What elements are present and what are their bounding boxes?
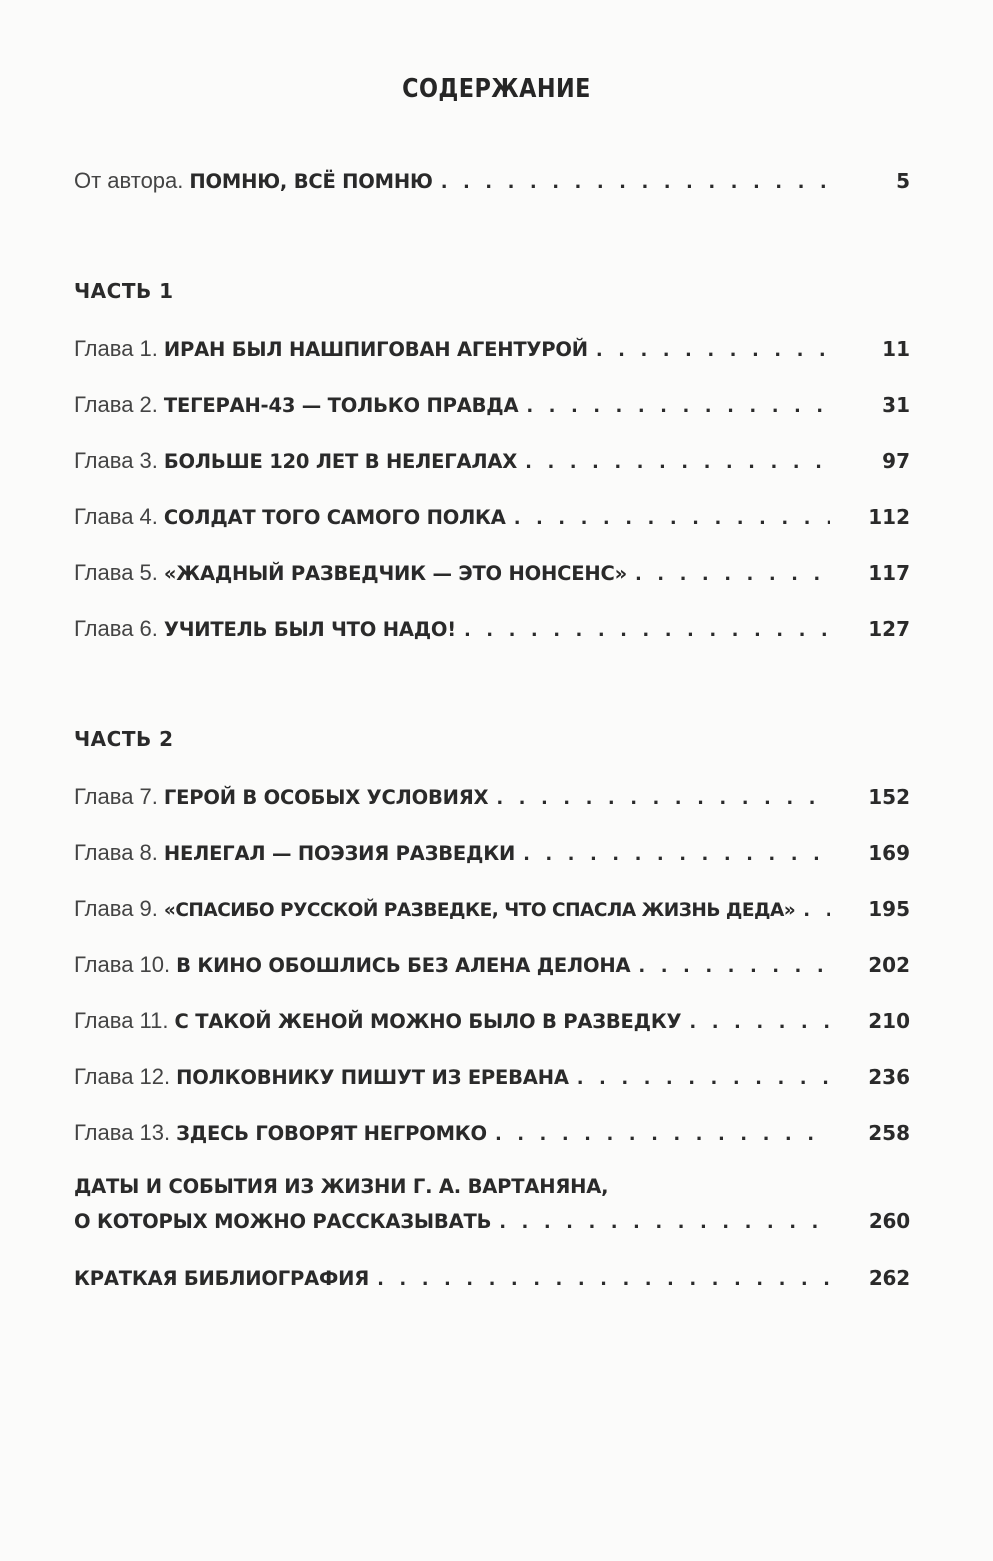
entry-label: Глава 8. <box>74 840 158 865</box>
dot-leader <box>526 390 830 424</box>
entry-label: Глава 13. <box>74 1120 171 1145</box>
toc-entry-chapter-4[interactable] <box>74 500 910 534</box>
toc-entry-chapter-2[interactable] <box>74 388 910 422</box>
entry-title: УЧИТЕЛЬ БЫЛ ЧТО НАДО! <box>163 618 456 641</box>
entry-title: ПОЛКОВНИКУ ПИШУТ ИЗ ЕРЕВАНА <box>176 1066 569 1089</box>
dot-leader <box>635 558 830 592</box>
dot-leader <box>499 1206 830 1240</box>
dot-leader <box>525 446 830 480</box>
toc-entry-chapter-6[interactable] <box>74 612 910 646</box>
entry-label: Глава 5. <box>74 560 158 585</box>
entry-label: Глава 6. <box>74 616 158 641</box>
entry-page-number: 11 <box>882 337 910 361</box>
dot-leader <box>377 1263 830 1297</box>
entry-title-line-1: ДАТЫ И СОБЫТИЯ ИЗ ЖИЗНИ Г. А. ВАРТАНЯНА, <box>74 1175 609 1198</box>
entry-title: КРАТКАЯ БИБЛИОГРАФИЯ <box>74 1267 370 1290</box>
entry-label: Глава 4. <box>74 504 158 529</box>
dot-leader <box>496 782 830 816</box>
entry-title: С ТАКОЙ ЖЕНОЙ МОЖНО БЫЛО В РАЗВЕДКУ <box>174 1010 682 1033</box>
entry-page-number: 169 <box>868 841 910 865</box>
entry-title: ПОМНЮ, ВСЁ ПОМНЮ <box>189 170 433 193</box>
toc-entry-intro[interactable] <box>74 164 910 198</box>
toc-entry-chapter-13[interactable] <box>74 1116 910 1150</box>
dot-leader <box>495 1118 830 1152</box>
entry-page-number: 262 <box>868 1266 910 1290</box>
dot-leader <box>441 166 830 200</box>
entry-title: «ЖАДНЫЙ РАЗВЕДЧИК — ЭТО НОНСЕНС» <box>163 562 627 585</box>
entry-page-number: 258 <box>868 1121 910 1145</box>
toc-entry-bibliography[interactable] <box>74 1261 910 1295</box>
toc-entry-chapter-10[interactable] <box>74 948 910 982</box>
entry-label: Глава 1. <box>74 336 158 361</box>
dot-leader <box>638 950 830 984</box>
entry-page-number: 97 <box>882 449 910 473</box>
entry-label: Глава 12. <box>74 1064 171 1089</box>
entry-page-number: 112 <box>868 505 910 529</box>
entry-label: От автора. <box>74 168 184 193</box>
dot-leader <box>577 1062 830 1096</box>
entry-title: ГЕРОЙ В ОСОБЫХ УСЛОВИЯХ <box>163 786 489 809</box>
dot-leader <box>689 1006 830 1040</box>
toc-entry-chapter-9[interactable] <box>74 892 910 926</box>
entry-title: ТЕГЕРАН-43 — ТОЛЬКО ПРАВДА <box>163 394 519 417</box>
entry-label: Глава 10. <box>74 952 171 977</box>
entry-label: Глава 3. <box>74 448 158 473</box>
entry-title: ИРАН БЫЛ НАШПИГОВАН АГЕНТУРОЙ <box>163 338 588 361</box>
toc-entry-chapter-11[interactable] <box>74 1004 910 1038</box>
entry-title-line-2: О КОТОРЫХ МОЖНО РАССКАЗЫВАТЬ <box>74 1210 492 1233</box>
entry-page-number: 260 <box>868 1209 910 1233</box>
toc-entry-chapter-8[interactable] <box>74 836 910 870</box>
entry-label: Глава 11. <box>74 1008 169 1033</box>
dot-leader <box>464 614 830 648</box>
entry-title: СОЛДАТ ТОГО САМОГО ПОЛКА <box>163 506 506 529</box>
entry-label: Глава 9. <box>74 896 158 921</box>
entry-page-number: 127 <box>868 617 910 641</box>
toc-entry-chapter-7[interactable] <box>74 780 910 814</box>
part-heading-1: ЧАСТЬ 1 <box>74 279 174 303</box>
toc-heading: СОДЕРЖАНИЕ <box>402 74 591 104</box>
entry-page-number: 195 <box>868 897 910 921</box>
entry-page-number: 236 <box>868 1065 910 1089</box>
entry-page-number: 210 <box>868 1009 910 1033</box>
toc-entry-chapter-12[interactable] <box>74 1060 910 1094</box>
entry-label: Глава 2. <box>74 392 158 417</box>
entry-page-number: 5 <box>896 169 910 193</box>
entry-label: Глава 7. <box>74 784 158 809</box>
toc-entry-dates-events[interactable] <box>74 1170 910 1238</box>
entry-title: «СПАСИБО РУССКОЙ РАЗВЕДКЕ, ЧТО СПАСЛА ЖИЗНЬ ДЕДА» <box>163 900 796 921</box>
dot-leader <box>803 894 830 928</box>
toc-entry-chapter-5[interactable] <box>74 556 910 590</box>
dot-leader <box>596 334 830 368</box>
entry-title: В КИНО ОБОШЛИСЬ БЕЗ АЛЕНА ДЕЛОНА <box>176 954 631 977</box>
dot-leader <box>523 838 830 872</box>
entry-page-number: 152 <box>868 785 910 809</box>
toc-entry-chapter-1[interactable] <box>74 332 910 366</box>
entry-title: НЕЛЕГАЛ — ПОЭЗИЯ РАЗВЕДКИ <box>163 842 516 865</box>
toc-entry-chapter-3[interactable] <box>74 444 910 478</box>
entry-title: ЗДЕСЬ ГОВОРЯТ НЕГРОМКО <box>176 1122 487 1145</box>
entry-title: БОЛЬШЕ 120 ЛЕТ В НЕЛЕГАЛАХ <box>163 450 518 473</box>
dot-leader <box>514 502 830 536</box>
entry-page-number: 117 <box>868 561 910 585</box>
part-heading-2: ЧАСТЬ 2 <box>74 727 174 751</box>
entry-page-number: 31 <box>882 393 910 417</box>
entry-page-number: 202 <box>868 953 910 977</box>
